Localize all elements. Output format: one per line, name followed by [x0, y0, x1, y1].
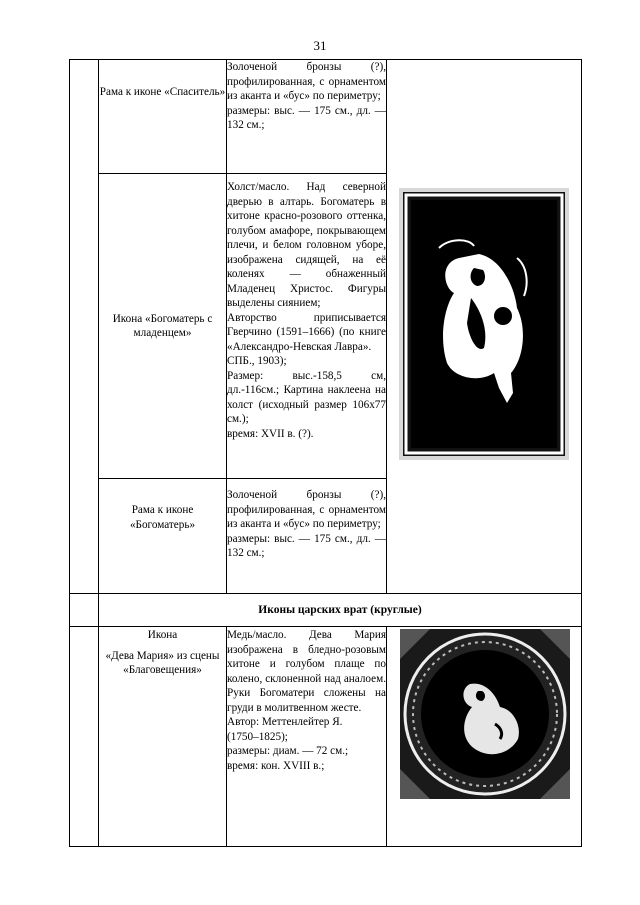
- photo-cell: [387, 60, 582, 594]
- item-date: время: XVII в. (?).: [227, 427, 314, 440]
- item-description: Холст/масло. Над северной дверью в алтарь. Богоматерь в хитоне красно-розового оттенка, голубом амафоре, покрывающем плечи, и белом головном уборе, изображена сидящей, на её коленях — обнаженный Младенец Христос. Фигуры выделены сиянием;: [227, 181, 386, 309]
- item-description: Золоченой бронзы (?), профилированная, с орнаментом из аканта и «бус» по периметру;: [227, 61, 386, 102]
- icon-photo-round-virgin: [400, 629, 570, 799]
- item-description-cell: [227, 627, 387, 847]
- item-size: Размер: выс.-158,5 см, дл.-116см.; Картина наклеена на холст (исходный размер 106х77 см.);: [227, 369, 386, 425]
- index-cell: [70, 627, 99, 847]
- item-name-cell: [99, 174, 227, 479]
- item-size: размеры: диам. — 72 см.;: [227, 745, 349, 757]
- item-years: (1750–1825);: [227, 730, 288, 743]
- page-number: 31: [313, 38, 327, 53]
- item-name-cell: [99, 627, 227, 847]
- item-name: Рама к иконе «Богоматерь»: [129, 504, 196, 531]
- item-author: Автор: Меттенлейтер Я.: [227, 716, 343, 728]
- inventory-table: [69, 59, 582, 847]
- icon-photo-madonna: [399, 188, 569, 460]
- item-description-cell: [227, 174, 387, 479]
- item-name: Икона: [147, 629, 178, 641]
- item-name-cell: [99, 479, 227, 594]
- item-name: Рама к иконе «Спаситель»: [99, 86, 226, 98]
- photo-cell: [387, 627, 582, 847]
- item-source: СПБ., 1903);: [227, 355, 287, 367]
- table-row: [70, 627, 582, 847]
- index-cell: [70, 594, 99, 627]
- item-description-cell: [227, 479, 387, 594]
- item-subtitle: «Дева Мария» из сцены «Благовещения»: [105, 649, 220, 676]
- item-size: размеры: выс. — 175 см., дл. — 132 см.;: [227, 104, 386, 131]
- item-name-cell: [99, 60, 227, 174]
- item-name: Икона «Богоматерь с младенцем»: [112, 312, 213, 339]
- section-title: Иконы царских врат (круглые): [99, 594, 582, 627]
- item-description-cell: [227, 60, 387, 174]
- item-description: Золоченой бронзы (?), профилированная, с орнаментом из аканта и «бус» по периметру;: [227, 489, 386, 530]
- item-date: время: кон. XVIII в.;: [227, 759, 325, 772]
- index-cell: [70, 60, 99, 594]
- item-author: Авторство приписывается Гверчино (1591–1666) (по книге «Александро-Невская Лавра».: [227, 311, 386, 353]
- section-row: [70, 594, 582, 627]
- table-row: [70, 60, 582, 174]
- item-description: Медь/масло. Дева Мария изображена в бледно-розовым хитоне и голубом плаще по колено, склоненной над аналоем. Руки Богоматери сложены на груди в молитвенном жесте.: [227, 629, 386, 714]
- item-size: размеры: выс. — 175 см., дл. — 132 см.;: [227, 532, 386, 559]
